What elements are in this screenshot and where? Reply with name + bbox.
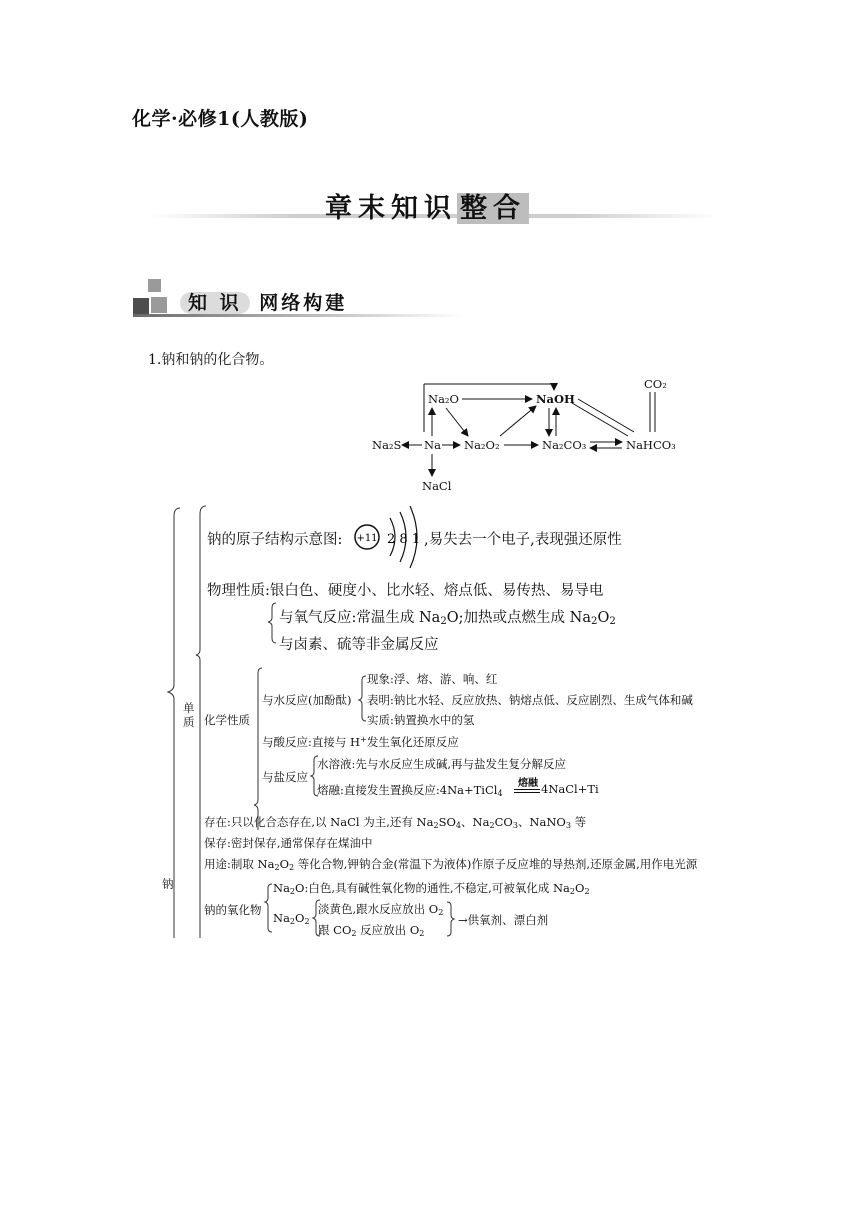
acid-reaction-text: 发生氧化还原反应	[366, 735, 459, 749]
subscript: 4	[497, 788, 503, 798]
subscript: 2	[351, 928, 357, 938]
label-na: 钠	[162, 877, 174, 891]
atom-structure-label: 钠的原子结构示意图:	[207, 532, 343, 548]
diagram-connector	[578, 399, 634, 432]
subscript: 3	[512, 820, 518, 830]
oxygen-reaction-text: 与氧气反应:常温生成 Na	[279, 610, 441, 626]
node-na2s: Na₂S	[372, 438, 402, 452]
existence-text: 存在:只以化合态存在,以 NaCl 为主,还有 Na	[204, 815, 434, 829]
node-co2: CO₂	[644, 377, 667, 391]
na2o2-water-text: 淡黄色,跟水反应放出 O	[318, 902, 439, 916]
subscript: 4	[455, 820, 462, 830]
atom-nucleus-charge: +11	[356, 533, 378, 544]
subscript: 2	[433, 820, 439, 830]
subscript: 2	[609, 616, 616, 628]
subscript: 2	[569, 886, 576, 896]
na2o2-water	[318, 901, 443, 917]
subscript: 2	[304, 916, 310, 926]
existence-text: 、NaNO	[517, 815, 566, 829]
item-heading: 1.钠和钠的化合物。	[148, 352, 274, 368]
oxygen-reaction-text: O	[597, 610, 610, 626]
bracket-chem	[254, 668, 262, 830]
oxide-label: 钠的氧化物	[204, 903, 262, 917]
node-naoh: NaOH	[536, 392, 575, 406]
diagram-arrow	[500, 406, 536, 436]
label-danzhi: 单质	[183, 701, 195, 729]
node-na2co3: Na₂CO₃	[542, 438, 587, 452]
chapter-banner-title	[325, 186, 529, 225]
na2o2-close-bracket	[445, 900, 457, 938]
subscript: 2	[289, 886, 296, 896]
subscript: 2	[274, 862, 280, 872]
storage: 保存:密封保存,通常保存在煤油中	[204, 836, 373, 850]
existence-text: 、Na	[461, 815, 490, 829]
subscript: 2	[289, 916, 296, 926]
subscript: 2	[440, 616, 447, 628]
oxygen-reaction-text: O;加热或点燃生成 Na	[446, 610, 591, 626]
subscript: 2	[591, 616, 598, 628]
bracket-oxygen	[268, 603, 276, 643]
acid-reaction: 与酸反应:直接与 H+发生氧化还原反应	[262, 734, 459, 749]
na2o2-co2-text: 跟 CO	[318, 923, 352, 937]
salt-reaction-label: 与盐反应	[262, 770, 308, 784]
atom-structure-desc: ,易失去一个电子,表现强还原性	[424, 532, 622, 548]
water-explain: 表明:钠比水轻、反应放热、钠熔点低、反应剧烈、生成气体和碱	[367, 693, 693, 707]
atom-diagram	[352, 504, 430, 570]
bracket-main	[168, 508, 180, 938]
section-title	[180, 288, 347, 315]
subscript: 2	[419, 928, 425, 938]
reaction-equals-line	[514, 789, 540, 790]
section-title-pill: 知 识	[180, 292, 250, 314]
salt-molten	[317, 782, 503, 798]
diagram-connector	[572, 403, 628, 436]
subscript: 2	[438, 907, 444, 917]
na2o2-label-text: Na	[273, 911, 290, 925]
reaction-condition: 熔融	[518, 778, 538, 789]
section-decor-square	[148, 279, 161, 292]
existence	[204, 814, 586, 830]
sodium-reaction-diagram	[360, 372, 680, 497]
water-phenomenon: 现象:浮、熔、游、响、红	[367, 672, 498, 686]
existence-text: CO	[494, 815, 513, 829]
existence-text: SO	[438, 815, 456, 829]
acid-reaction-text: 与酸反应:直接与 H	[262, 735, 361, 749]
na2o2-label	[273, 911, 310, 926]
physical-properties: 物理性质:银白色、硬度小、比水轻、熔点低、易传热、易导电	[207, 583, 604, 599]
node-na2o2: Na₂O₂	[464, 438, 500, 452]
label-chem-prop: 化学性质	[204, 713, 250, 727]
halogen-reaction: 与卤素、硫等非金属反应	[279, 637, 439, 653]
subscript: 2	[289, 862, 295, 872]
na2o-desc-text: Na	[273, 881, 290, 895]
na2o2-co2-text: 反应放出 O	[356, 923, 420, 937]
subscript: 2	[584, 886, 590, 896]
node-nacl: NaCl	[422, 479, 452, 493]
salt-aqueous: 水溶液:先与水反应生成碱,再与盐发生复分解反应	[317, 757, 567, 771]
reaction-equals-line	[514, 792, 540, 793]
water-reaction-label: 与水反应(加酚酞)	[262, 693, 352, 707]
usage-text: O	[279, 857, 290, 871]
oxygen-reaction	[279, 606, 616, 627]
section-title-text: 网络构建	[259, 292, 348, 314]
na2o2-label-text: O	[295, 911, 305, 925]
subscript: 3	[565, 820, 571, 830]
section-decor-square	[133, 298, 149, 314]
node-na: Na	[424, 438, 441, 452]
section-decor-square	[151, 297, 167, 313]
usage-text: 等化合物,钾钠合金(常温下为液体)作原子反应堆的导热剂,还原金属,用作电光源	[294, 857, 698, 871]
na2o-desc-text: O:白色,具有碱性氧化物的通性,不稳定,可被氧化成 Na	[295, 881, 570, 895]
salt-molten-text: 熔融:直接发生置换反应:4Na+TiCl	[317, 783, 498, 797]
bracket-water	[359, 676, 366, 721]
node-na2o: Na₂O	[428, 392, 459, 406]
subscript: 2	[489, 820, 495, 830]
usage	[204, 856, 697, 872]
na2o-desc-text: O	[575, 881, 585, 895]
banner-title-main: 章末知识	[325, 193, 457, 224]
node-nahco3: NaHCO₃	[626, 438, 676, 452]
salt-molten-product: 4NaCl+Ti	[541, 782, 599, 796]
na2o2-co2	[318, 922, 424, 938]
atom-shell-electrons: 2 8 1	[387, 532, 421, 547]
existence-text: 等	[570, 815, 587, 829]
usage-text: 用途:制取 Na	[204, 857, 275, 871]
page-header-title: 化学·必修1(人教版)	[132, 108, 309, 130]
diagram-arrow	[446, 408, 468, 436]
na2o2-usage: →供氧剂、漂白剂	[458, 913, 549, 927]
banner-title-highlight: 整合	[457, 193, 529, 224]
bracket-oxide	[265, 884, 272, 932]
na2o-desc	[273, 880, 590, 896]
water-essence: 实质:钠置换水中的氢	[367, 713, 475, 727]
